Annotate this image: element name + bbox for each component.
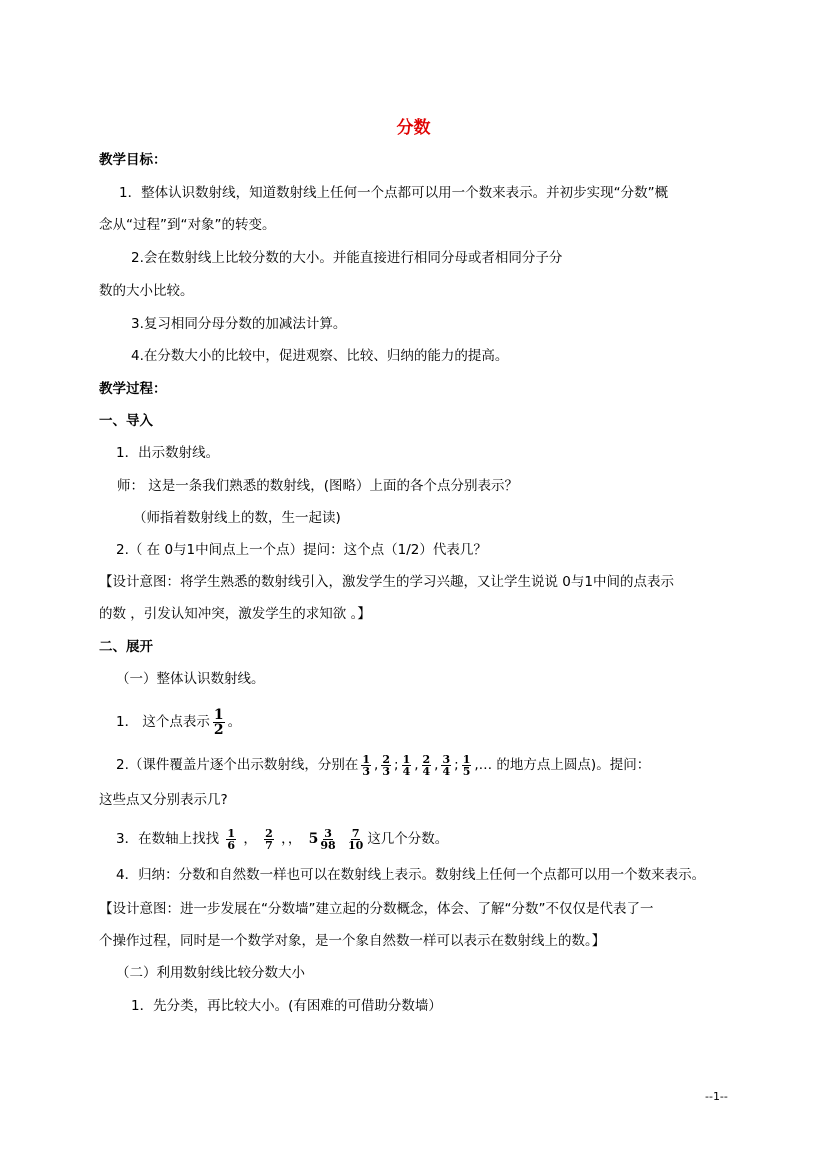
mixed-whole: 5 (308, 831, 319, 847)
teacher-line: 师： 这是一条我们熟悉的数射线，(图略）上面的各个点分别表示？ (117, 478, 519, 494)
fraction-denominator: 98 (320, 838, 336, 852)
expand-item-3 (116, 824, 448, 854)
fraction-numerator: 1 (213, 706, 224, 723)
fraction-numerator: 1 (362, 752, 371, 766)
intro-item-1: 1．出示数射线。 (116, 445, 220, 461)
separator: ; (454, 757, 459, 773)
fraction-2 (402, 754, 412, 777)
expand-item-2-prefix: 2.（课件覆盖片逐个出示数射线，分别在 (116, 757, 359, 773)
separator: , (474, 757, 479, 773)
mixed-number (309, 824, 337, 854)
fraction-numerator: 7 (351, 826, 360, 840)
fraction-denominator: 6 (227, 838, 236, 852)
goal-1-line-2: 念从“过程”到“对象”的转变。 (99, 217, 276, 233)
separator: ; (394, 757, 399, 773)
fraction-denominator: 5 (462, 764, 471, 778)
goal-2-line-2: 数的大小比较。 (99, 283, 194, 299)
fraction-numerator: 1 (402, 752, 411, 766)
fraction-3 (422, 754, 432, 777)
subsection-2-heading: （二）利用数射线比较分数大小 (116, 965, 305, 981)
fraction-0 (361, 754, 371, 777)
fraction-denominator: 7 (265, 838, 273, 852)
separator: , (374, 757, 379, 773)
design-intent-2-line-2: 个操作过程，同时是一个数学对象，是一个象自然数一样可以表示在数射线上的数。】 (99, 933, 606, 949)
expand-item-1-text: 1． 这个点表示 (116, 714, 210, 730)
fraction-numerator: 1 (227, 826, 236, 840)
goals-heading: 教学目标： (99, 152, 167, 168)
fraction-numerator: 2 (422, 752, 431, 766)
expand-item-2 (116, 750, 650, 780)
fraction-5 (462, 754, 472, 777)
expand-item-4: 4．归纳：分数和自然数一样也可以在数射线上表示。数射线上任何一个点都可以用一个数来表示。 (116, 867, 706, 883)
fraction-two-sevenths (264, 828, 274, 851)
goal-4: 4.在分数大小的比较中，促进观察、比较、归纳的能力的提高。 (131, 348, 509, 364)
expand-item-1-end: 。 (227, 714, 242, 730)
fraction-numerator: 1 (462, 752, 471, 766)
expand-item-3-suffix: 这几个分数。 (367, 831, 449, 847)
process-heading: 教学过程： (99, 381, 167, 397)
separator: ， (243, 831, 257, 847)
design-intent-1-line-2: 的数 ，引发认知冲突，激发学生的求知欲 。】 (99, 606, 371, 622)
section-2-heading: 二、展开 (99, 639, 153, 655)
fraction-denominator: 10 (348, 838, 364, 852)
fraction-one-half (213, 708, 225, 737)
fraction-numerator: 2 (265, 826, 273, 840)
fraction-denominator: 4 (422, 764, 431, 778)
fraction-denominator: 2 (213, 721, 224, 738)
separator: , (414, 757, 419, 773)
expand-item-1 (116, 706, 241, 738)
expand-item-3-mid: ，， (281, 831, 302, 847)
fraction-numerator: 3 (324, 826, 332, 840)
goal-2-line-1: 2.会在数射线上比较分数的大小。并能直接进行相同分母或者相同分子分 (131, 250, 563, 266)
expand-item-2-suffix: … 的地方点上圆点)。提问： (478, 757, 651, 773)
teacher-note: （师指着数射线上的数，生一起读) (133, 510, 341, 526)
design-intent-1-line-1: 【设计意图：将学生熟悉的数射线引入，激发学生的学习兴趣，又让学生说说 0与1中间的点表示 (99, 574, 674, 590)
fraction-numerator: 3 (442, 752, 451, 766)
fraction-denominator: 3 (382, 764, 390, 778)
page-number: --1-- (705, 1090, 728, 1103)
compare-item-1: 1．先分类，再比较大小。(有困难的可借助分数墙） (131, 998, 442, 1014)
fraction-seven-tenths (347, 828, 364, 851)
expand-item-2-fractions (358, 752, 479, 778)
expand-item-2-line-2: 这些点又分别表示几? (99, 792, 228, 808)
fraction-denominator: 4 (402, 764, 411, 778)
fraction-1 (381, 754, 391, 777)
expand-item-3-prefix: 3．在数轴上找找 (116, 831, 220, 847)
section-1-heading: 一、导入 (99, 413, 153, 429)
fraction-one-sixth (226, 828, 236, 851)
goal-1-line-1: 1．整体认识数射线，知道数射线上任何一个点都可以用一个数来表示。并初步实现“分数”概 (119, 185, 669, 201)
fraction-denominator: 4 (442, 764, 451, 778)
fraction-denominator: 3 (362, 764, 371, 778)
design-intent-2-line-1: 【设计意图：进一步发展在“分数墙”建立起的分数概念，体会、了解“分数”不仅仅是代表了一 (99, 901, 654, 917)
separator: , (434, 757, 439, 773)
fraction-4 (441, 754, 451, 777)
goal-3: 3.复习相同分母分数的加减法计算。 (131, 316, 347, 332)
page-title: 分数 (396, 118, 431, 138)
intro-item-2: 2.（ 在 0与1中间点上一个点）提问：这个点（1/2）代表几？ (116, 542, 487, 558)
fraction-numerator: 2 (382, 752, 390, 766)
subsection-1-heading: （一）整体认识数射线。 (116, 671, 265, 687)
mixed-fraction-part (319, 828, 336, 851)
